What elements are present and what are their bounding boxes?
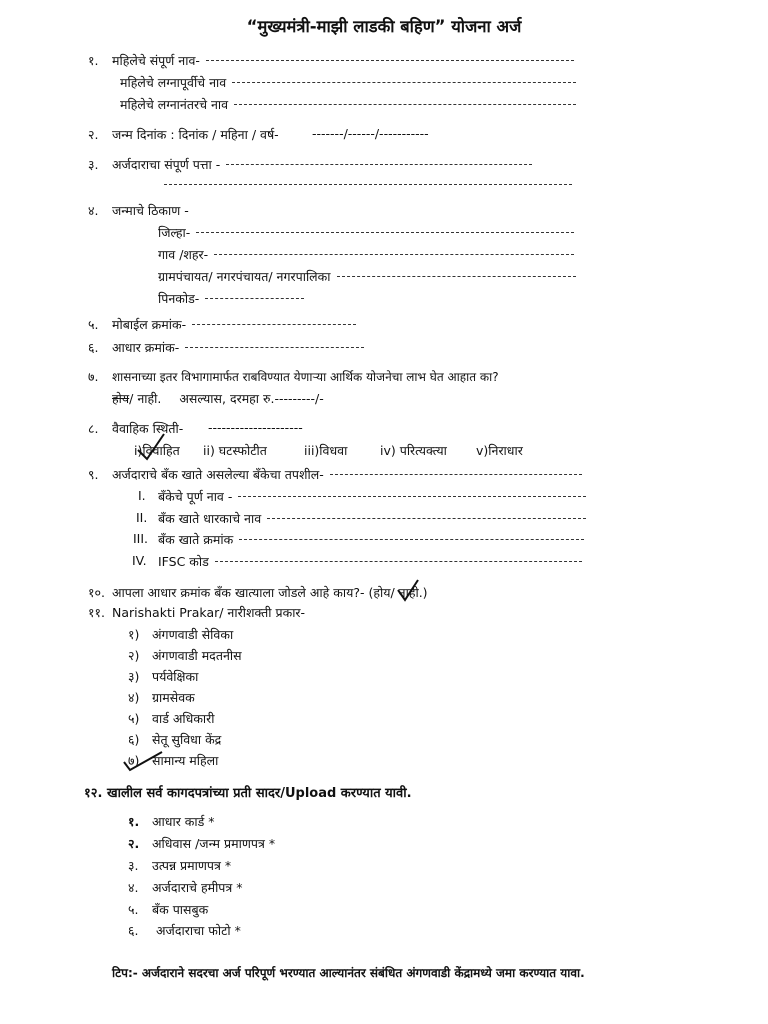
document-domicile-certificate: अधिवास /जन्म प्रमाणपत्र * (152, 836, 276, 851)
village-field[interactable] (158, 246, 574, 263)
document-income-certificate: उत्पन्न प्रमाणपत्र * (152, 858, 232, 873)
section-8-number: ८. (88, 421, 99, 436)
section-3-number: ३. (88, 157, 99, 172)
bank-item-1-number: I. (138, 488, 146, 503)
document-5-number: ५. (128, 902, 139, 917)
pre-marriage-name-label: महिलेचे लग्नापूर्वीचे नाव (120, 75, 227, 90)
section-2-number: २. (88, 127, 99, 142)
bank-item-2-number: II. (136, 510, 148, 525)
aadhaar-field[interactable] (112, 339, 364, 356)
married-tick-mark (136, 432, 166, 462)
full-name-line (206, 60, 574, 61)
marital-status-label: वैवाहिक स्थिती- (112, 421, 184, 436)
marital-status-blank[interactable]: --------------------- (208, 420, 303, 435)
marital-option-married[interactable]: i)विवाहित (134, 443, 180, 458)
aadhaar-linked-no-option[interactable]: / नाही.) (390, 585, 428, 600)
dob-blank[interactable]: -------/------/----------- (312, 126, 429, 141)
village-label: गाव /शहर- (158, 247, 209, 262)
post-marriage-name-field[interactable] (120, 96, 576, 113)
marital-option-divorced[interactable]: ii) घटस्फोटीत (203, 443, 267, 458)
document-undertaking: अर्जदाराचे हमीपत्र * (152, 880, 243, 895)
aadhaar-linked-tick-mark (396, 578, 420, 604)
general-woman-tick-mark (122, 748, 166, 774)
section-10-number: १०. (88, 585, 105, 600)
panchayat-label: ग्रामपंचायत/ नगरपंचायत/ नगरपालिका (158, 269, 331, 284)
post-marriage-name-label: महिलेचे लग्नानंतरचे नाव (120, 97, 229, 112)
document-6-number: ६. (128, 923, 139, 938)
other-scheme-yes-option[interactable]: होय (112, 391, 130, 406)
aadhaar-label: आधार क्रमांक- (112, 340, 180, 355)
birthplace-label: जन्माचे ठिकाण - (112, 203, 189, 218)
bank-details-label: अर्जदाराचे बँक खाते असलेल्या बँकेचा तपशील- (112, 467, 324, 482)
bank-details-heading (112, 466, 582, 483)
document-bank-passbook: बँक पासबुक (152, 902, 209, 917)
account-number-label: बँक खाते क्रमांक (158, 532, 234, 547)
aadhaar-linked-yes-option[interactable]: होय (373, 585, 391, 600)
bank-name-line (238, 496, 586, 497)
narishakti-option-setu-center[interactable]: सेतू सुविधा केंद्र (152, 732, 222, 747)
village-line (214, 254, 574, 255)
account-holder-field[interactable] (158, 510, 586, 527)
district-line (196, 232, 574, 233)
narishakti-option-general-woman[interactable]: सामान्य महिला (152, 753, 219, 768)
narishakti-item-1-number: १) (128, 627, 140, 642)
other-scheme-question: शासनाच्या इतर विभागामार्फत राबविण्यात येणाऱ्या आर्थिक योजनेचा लाभ घेत आहात का? (112, 370, 499, 384)
account-number-line (239, 539, 584, 540)
mobile-label: मोबाईल क्रमांक- (112, 317, 187, 332)
mobile-line (192, 324, 356, 325)
marital-option-abandoned[interactable]: iv) परित्यक्त्या (380, 443, 447, 458)
district-field[interactable] (158, 224, 574, 241)
mobile-field[interactable] (112, 316, 356, 333)
section-5-number: ५. (88, 317, 99, 332)
narishakti-item-6-number: ६) (128, 732, 140, 747)
document-3-number: ३. (128, 858, 139, 873)
section-11-number: ११. (88, 605, 105, 620)
narishakti-option-anganwadi-helper[interactable]: अंगणवाडी मदतनीस (152, 648, 242, 663)
footer-note: टिप:- अर्जदाराने सदरचा अर्ज परिपूर्ण भरण्यात आल्यानंतर संबंधित अंगणवाडी केंद्रामध्ये जमा करण्यात यावा. (112, 966, 585, 980)
aadhaar-linked-question (112, 584, 428, 601)
bank-item-4-number: IV. (132, 553, 147, 568)
account-holder-label: बँक खाते धारकाचे नाव (158, 511, 262, 526)
section-7-number: ७. (88, 369, 99, 384)
account-holder-line (267, 518, 586, 519)
document-aadhaar-card: आधार कार्ड * (152, 814, 215, 829)
bank-details-line (330, 474, 582, 475)
monthly-amount-field[interactable]: असल्यास, दरमहा रु.---------/- (179, 391, 324, 406)
post-marriage-name-line (234, 104, 576, 105)
narishakti-item-2-number: २) (128, 648, 140, 663)
panchayat-line (337, 276, 577, 277)
ifsc-field[interactable] (158, 553, 582, 570)
aadhaar-line (185, 347, 364, 348)
other-scheme-no-option[interactable]: / नाही. (129, 391, 162, 406)
form-title: “मुख्यमंत्री-माझी लाडकी बहिण” योजना अर्ज (246, 17, 522, 36)
pre-marriage-name-line (232, 82, 576, 83)
section-9-number: ९. (88, 467, 99, 482)
marital-option-widow[interactable]: iii)विधवा (304, 443, 348, 458)
other-scheme-answer (112, 390, 324, 407)
document-4-number: ४. (128, 880, 139, 895)
pincode-line (205, 298, 304, 299)
bank-name-label: बँकेचे पूर्ण नाव - (158, 489, 233, 504)
full-name-label: महिलेचे संपूर्ण नाव- (112, 53, 200, 68)
narishakti-item-4-number: ४) (128, 690, 140, 705)
panchayat-field[interactable] (158, 268, 576, 285)
aadhaar-linked-label: आपला आधार क्रमांक बँक खात्याला जोडले आहे काय?- ( (112, 585, 374, 600)
section-6-number: ६. (88, 340, 99, 355)
pincode-label: पिनकोड- (158, 291, 200, 306)
marital-option-destitute[interactable]: v)निराधार (476, 443, 523, 458)
section-1-number: १. (88, 53, 99, 68)
bank-item-3-number: III. (133, 531, 149, 546)
bank-name-field[interactable] (158, 488, 586, 505)
full-name-field[interactable] (112, 52, 574, 69)
documents-heading: १२. खालील सर्व कागदपत्रांच्या प्रती सादर/Upload करण्यात यावी. (84, 786, 412, 801)
section-4-number: ४. (88, 203, 99, 218)
ifsc-label: IFSC कोड (158, 554, 209, 569)
narishakti-option-gramsevak[interactable]: ग्रामसेवक (152, 690, 195, 705)
narishakti-option-anganwadi-sevika[interactable]: अंगणवाडी सेविका (152, 627, 234, 642)
address-label: अर्जदाराचा संपूर्ण पत्ता - (112, 157, 221, 172)
account-number-field[interactable] (158, 531, 584, 548)
dob-label: जन्म दिनांक : दिनांक / महिना / वर्ष- (112, 127, 279, 142)
pre-marriage-name-field[interactable] (120, 74, 576, 91)
pincode-field[interactable] (158, 290, 304, 307)
document-2-number: २. (128, 836, 140, 851)
address-line-2[interactable] (164, 184, 572, 185)
narishakti-item-7-number: ७) (128, 753, 140, 768)
narishakti-label: Narishakti Prakar/ नारीशक्ती प्रकार- (112, 605, 306, 620)
narishakti-item-3-number: ३) (128, 669, 140, 684)
ifsc-line (215, 561, 582, 562)
document-1-number: १. (128, 814, 140, 829)
address-line (226, 164, 532, 165)
narishakti-item-5-number: ५) (128, 711, 140, 726)
narishakti-option-supervisor[interactable]: पर्यवेक्षिका (152, 669, 199, 684)
district-label: जिल्हा- (158, 225, 191, 240)
address-field[interactable] (112, 156, 532, 173)
document-applicant-photo: अर्जदाराचा फोटो * (156, 923, 241, 938)
narishakti-option-ward-officer[interactable]: वार्ड अधिकारी (152, 711, 215, 726)
